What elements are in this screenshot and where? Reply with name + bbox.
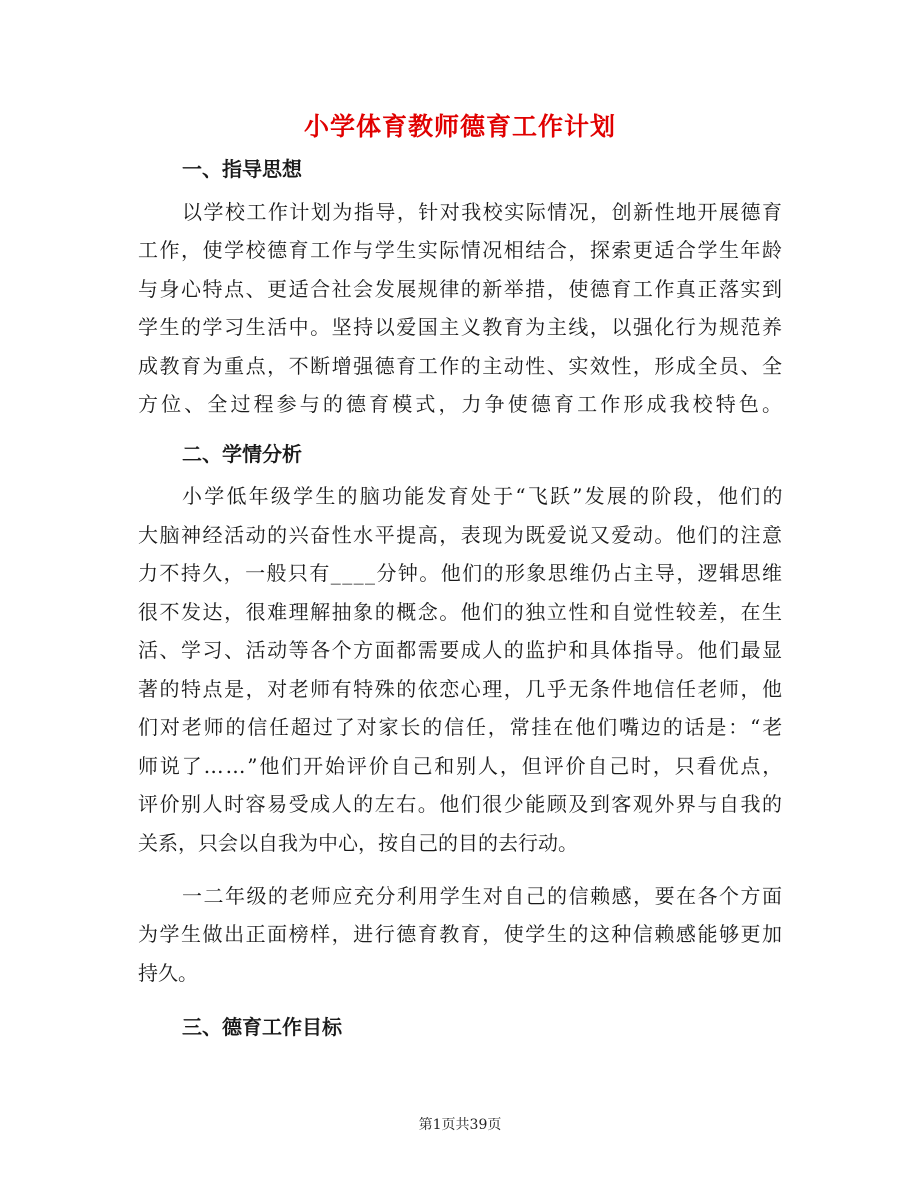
paragraph-line: 们对老师的信任超过了对家长的信任，常挂在他们嘴边的话是：“老 xyxy=(138,715,785,739)
section-heading-guiding-ideology: 一、指导思想 xyxy=(182,157,302,181)
paragraph-line: 方位、全过程参与的德育模式，力争使德育工作形成我校特色。 xyxy=(138,392,786,416)
paragraph-line: 与身心特点、更适合社会发展规律的新举措，使德育工作真正落实到 xyxy=(138,277,784,301)
document-title: 小学体育教师德育工作计划 xyxy=(303,112,616,141)
paragraph-line: 一二年级的老师应充分利用学生对自己的信赖感，要在各个方面 xyxy=(182,884,784,908)
paragraph-line: 工作，使学校德育工作与学生实际情况相结合，探索更适合学生年龄 xyxy=(138,238,784,262)
paragraph-line: 很不发达，很难理解抽象的概念。他们的独立性和自觉性较差，在生 xyxy=(138,600,784,624)
paragraph-line: 师说了……”他们开始评价自己和别人，但评价自己时，只看优点， xyxy=(138,754,785,778)
page-number-footer: 第1页共39页 xyxy=(418,1117,502,1133)
paragraph-line: 学生的学习生活中。坚持以爱国主义教育为主线，以强化行为规范养 xyxy=(138,315,784,339)
paragraph-line: 关系，只会以自我为中心，按自己的目的去行动。 xyxy=(138,831,578,855)
paragraph-line: 持久。 xyxy=(138,961,198,985)
paragraph-line: 成教育为重点，不断增强德育工作的主动性、实效性，形成全员、全 xyxy=(138,354,784,378)
section-heading-moral-goals: 三、德育工作目标 xyxy=(182,1015,342,1039)
paragraph-line: 著的特点是，对老师有特殊的依恋心理，几乎无条件地信任老师，他 xyxy=(138,677,784,701)
paragraph-line: 以学校工作计划为指导，针对我校实际情况，创新性地开展德育 xyxy=(182,200,784,224)
section-heading-student-analysis: 二、学情分析 xyxy=(182,442,302,466)
paragraph-line: 小学低年级学生的脑功能发育处于“飞跃”发展的阶段，他们的 xyxy=(182,484,785,508)
paragraph-line: 为学生做出正面榜样，进行德育教育，使学生的这种信赖感能够更加 xyxy=(138,922,784,946)
paragraph-line: 活、学习、活动等各个方面都需要成人的监护和具体指导。他们最显 xyxy=(138,638,784,662)
paragraph-line: 大脑神经活动的兴奋性水平提高，表现为既爱说又爱动。他们的注意 xyxy=(138,523,784,547)
paragraph-line: 评价别人时容易受成人的左右。他们很少能顾及到客观外界与自我的 xyxy=(138,792,784,816)
paragraph-line: 力不持久，一般只有____分钟。他们的形象思维仍占主导，逻辑思维 xyxy=(138,561,784,585)
